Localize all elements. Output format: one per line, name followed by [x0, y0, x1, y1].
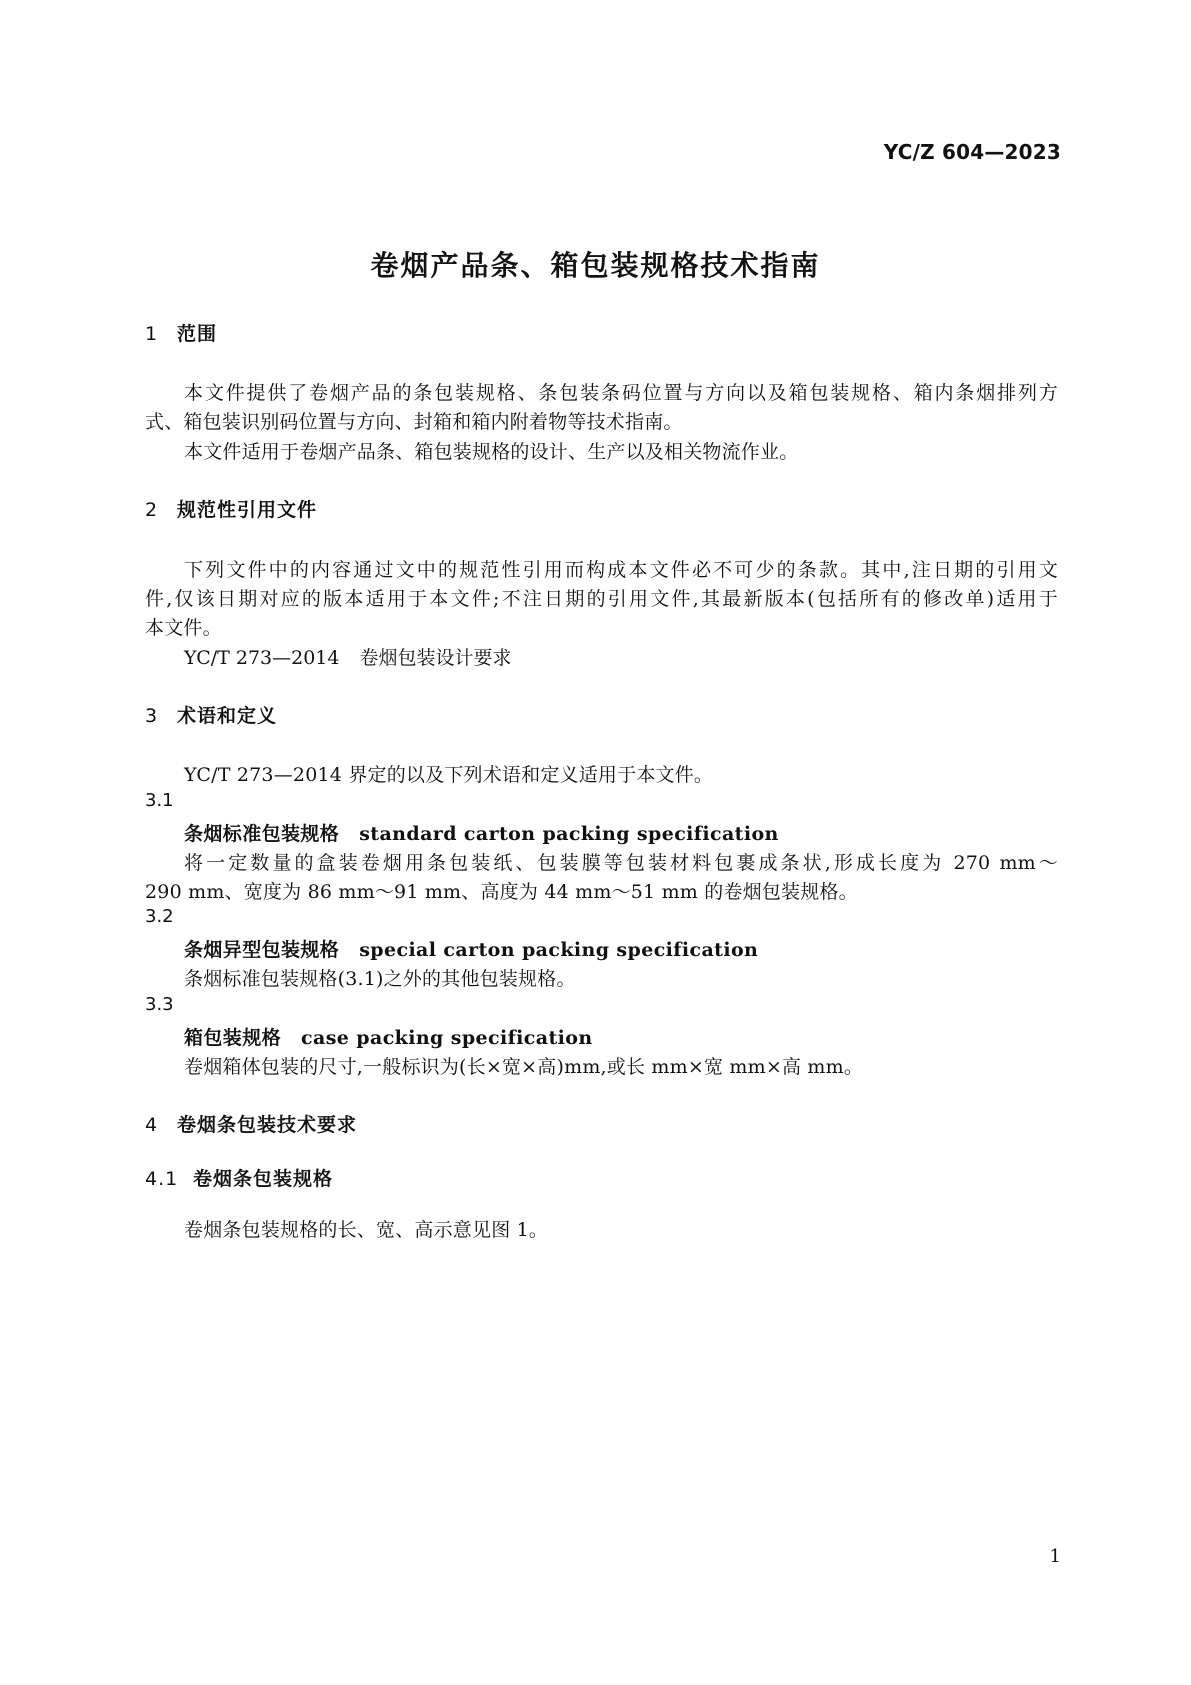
section-2-paragraph-line-3: 本文件。: [145, 617, 222, 639]
section-2-paragraph-line-2: 件,仅该日期对应的版本适用于本文件;不注日期的引用文件,其最新版本(包括所有的修改单)适用于: [145, 588, 1058, 610]
term-3-1-chinese: 条烟标准包装规格: [184, 823, 340, 845]
section-4-1-paragraph: 卷烟条包装规格的长、宽、高示意见图 1。: [184, 1219, 549, 1241]
document-code: YC/Z 604—2023: [883, 140, 1061, 164]
page-number: 1: [1049, 1546, 1061, 1567]
term-3-3-title: [184, 1023, 593, 1050]
section-1-paragraph-1-line-1: 本文件提供了卷烟产品的条包装规格、条包装条码位置与方向以及箱包装规格、箱内条烟排列方: [184, 382, 1058, 404]
section-4-1-number: 4.1: [145, 1168, 179, 1190]
reference-title: 卷烟包装设计要求: [359, 647, 512, 669]
section-4-title: 卷烟条包装技术要求: [177, 1114, 358, 1136]
section-4-heading: [145, 1110, 357, 1137]
section-4-1-heading: [145, 1164, 333, 1191]
term-3-2-number: 3.2: [145, 906, 174, 927]
section-2-number: 2: [145, 499, 159, 521]
term-3-3-number: 3.3: [145, 994, 174, 1015]
section-2-title: 规范性引用文件: [177, 499, 318, 521]
section-1-number: 1: [145, 323, 159, 345]
term-3-2-english: special carton packing specification: [359, 939, 759, 961]
section-1-title: 范围: [177, 323, 218, 345]
section-1-heading: [145, 319, 217, 346]
term-3-3-english: case packing specification: [301, 1027, 593, 1049]
reference-code: YC/T 273—2014: [184, 647, 340, 669]
normative-reference: [184, 643, 512, 670]
section-3-title: 术语和定义: [177, 705, 278, 727]
section-2-heading: [145, 495, 317, 522]
term-3-3-definition: 卷烟箱体包装的尺寸,一般标识为(长×宽×高)mm,或长 mm×宽 mm×高 mm。: [184, 1056, 864, 1078]
term-3-2-definition: 条烟标准包装规格(3.1)之外的其他包装规格。: [184, 968, 576, 990]
section-2-paragraph-line-1: 下列文件中的内容通过文中的规范性引用而构成本文件必不可少的条款。其中,注日期的引用文: [184, 559, 1058, 581]
term-3-1-title: [184, 819, 779, 846]
document-title: 卷烟产品条、箱包装规格技术指南: [370, 249, 821, 282]
section-4-1-title: 卷烟条包装规格: [193, 1168, 334, 1190]
section-3-heading: [145, 701, 277, 728]
term-3-2-chinese: 条烟异型包装规格: [184, 939, 340, 961]
section-4-number: 4: [145, 1114, 159, 1136]
term-3-1-definition-line-1: 将一定数量的盒装卷烟用条包装纸、包装膜等包装材料包裹成条状,形成长度为 270 mm～: [184, 852, 1058, 874]
section-1-paragraph-2: 本文件适用于卷烟产品条、箱包装规格的设计、生产以及相关物流作业。: [184, 441, 799, 463]
term-3-1-definition-line-2: 290 mm、宽度为 86 mm～91 mm、高度为 44 mm～51 mm 的卷烟包装规格。: [145, 881, 858, 903]
term-3-3-chinese: 箱包装规格: [184, 1027, 282, 1049]
section-3-number: 3: [145, 705, 159, 727]
section-1-paragraph-1-line-2: 式、箱包装识别码位置与方向、封箱和箱内附着物等技术指南。: [145, 411, 683, 433]
term-3-2-title: [184, 935, 758, 962]
section-3-intro: YC/T 273—2014 界定的以及下列术语和定义适用于本文件。: [184, 764, 714, 786]
term-3-1-number: 3.1: [145, 790, 174, 811]
term-3-1-english: standard carton packing specification: [359, 823, 779, 845]
